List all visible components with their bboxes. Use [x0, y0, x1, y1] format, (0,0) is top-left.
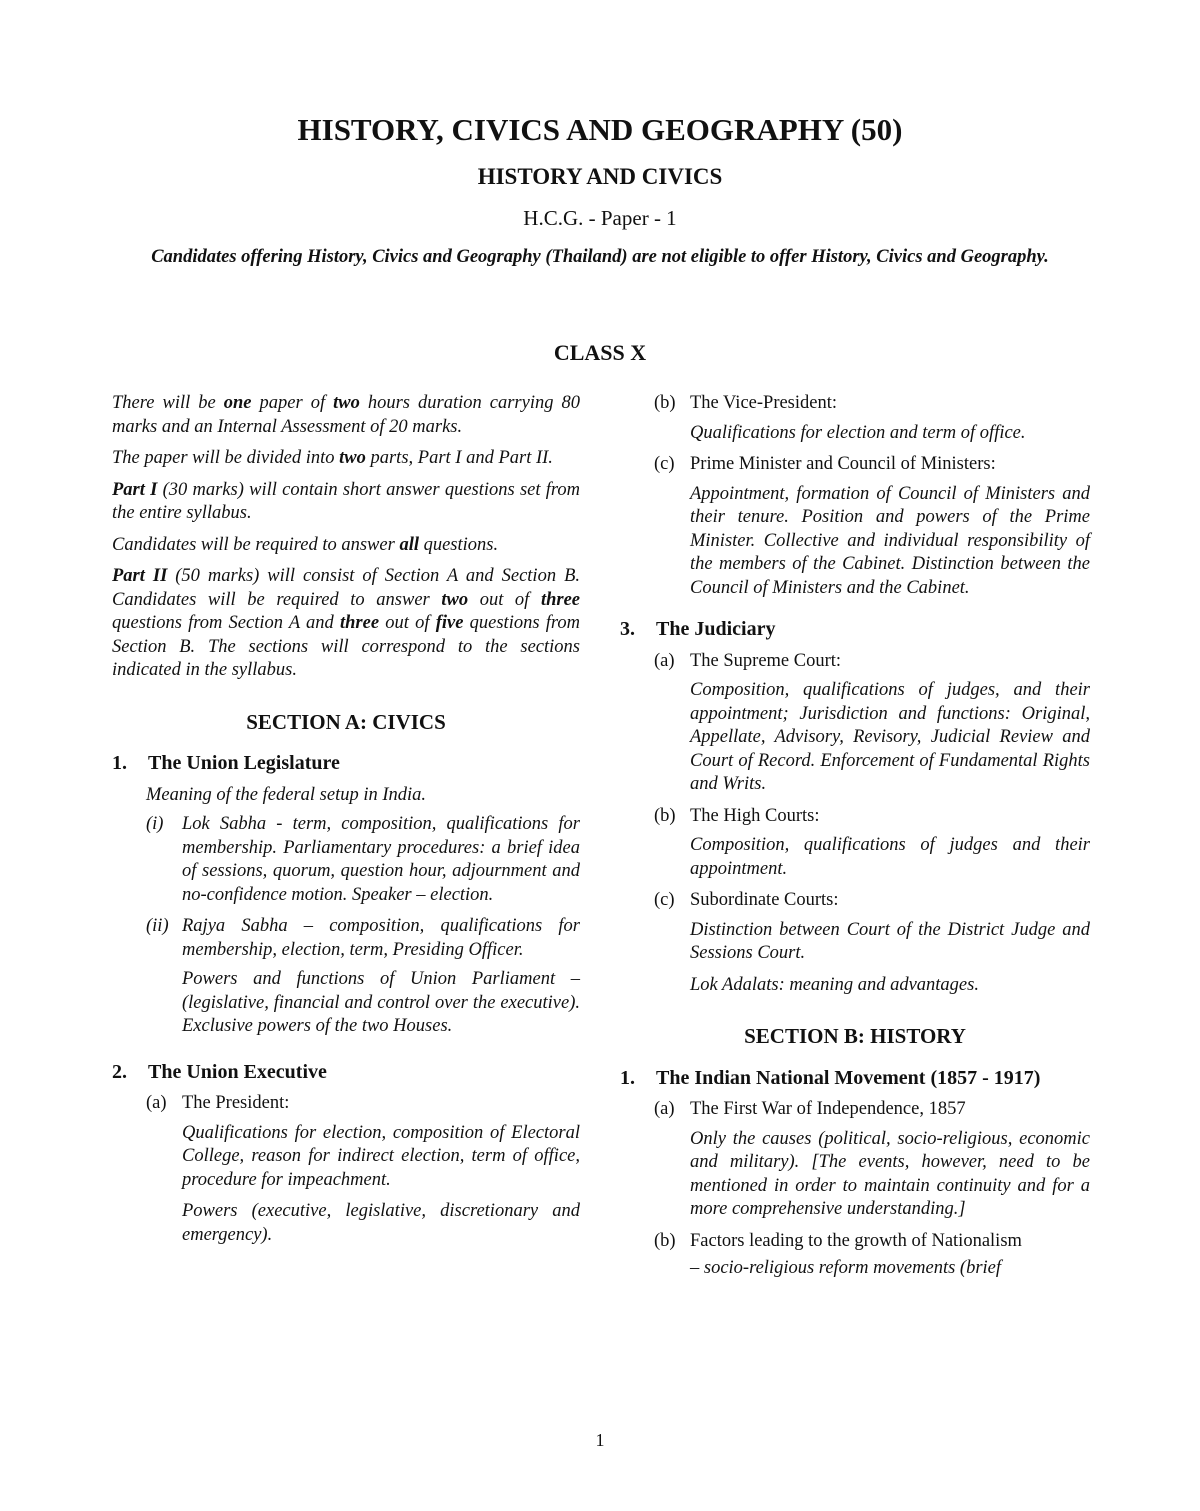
page-number: 1 — [595, 1430, 605, 1450]
list-item: (c) Prime Minister and Council of Ministers: — [654, 454, 996, 474]
paper-label: H.C.G. - Paper - 1 — [523, 206, 677, 230]
list-item: (a) The President: — [146, 1093, 290, 1113]
right-column — [620, 392, 1090, 1287]
topic-body: Qualifications for election, composition of Electoral College, reason for indirect election, term of office, procedure for impeachment. — [182, 1122, 580, 1190]
topic-heading: 1. The Indian National Movement (1857 - 1917) — [620, 1066, 1041, 1089]
topic-heading: 3. The Judiciary — [620, 618, 776, 640]
topic-heading: 1. The Union Legislature — [112, 752, 340, 774]
list-item: (a) The Supreme Court: — [654, 650, 842, 671]
topic-body: Powers and functions of Union Parliament – (legislative, financial and control over the executive). Exclusive powers of the two Houses. — [182, 969, 580, 1036]
instruction-paragraph: Part II (50 marks) will consist of Section A and Section B. Candidates will be required to answer two out of three questions from Section A and three out of five questions from Section B. The sections will correspond to the sections indicated in the syllabus. — [112, 566, 580, 680]
instruction-paragraph: Candidates will be required to answer all questions. — [112, 534, 499, 555]
eligibility-note: Candidates offering History, Civics and Geography (Thailand) are not eligible to offer History, Civics and Geography. — [151, 247, 1049, 267]
topic-body: – socio-religious reform movements (brief — [690, 1258, 1002, 1278]
section-b-heading: SECTION B: HISTORY — [744, 1024, 966, 1048]
list-item: (b) The Vice-President: — [654, 393, 838, 413]
instruction-paragraph: There will be one paper of two hours duration carrying 80 marks and an Internal Assessment of 20 marks. — [112, 393, 580, 437]
instruction-paragraph: The paper will be divided into two parts, Part I and Part II. — [112, 448, 553, 468]
page-subtitle: HISTORY AND CIVICS — [477, 164, 723, 189]
topic-body: Composition, qualifications of judges and their appointment. — [690, 835, 1090, 879]
list-item: (c) Subordinate Courts: — [654, 890, 839, 910]
page-title: HISTORY, CIVICS AND GEOGRAPHY (50) — [297, 112, 903, 147]
class-heading: CLASS X — [553, 340, 647, 365]
topic-body: Distinction between Court of the District Judge and Sessions Court. — [690, 919, 1090, 963]
list-item: (b) Factors leading to the growth of Nationalism — [654, 1230, 1022, 1251]
list-item: (ii) Rajya Sabha – composition, qualifications for membership, election, term, Presiding Officer. — [146, 916, 580, 960]
topic-body: Powers (executive, legislative, discretionary and emergency). — [182, 1201, 580, 1245]
section-a-heading: SECTION A: CIVICS — [246, 709, 446, 734]
list-item: (a) The First War of Independence, 1857 — [654, 1099, 966, 1119]
topic-body: Qualifications for election and term of office. — [690, 422, 1026, 443]
list-item: (b) The High Courts: — [654, 805, 820, 826]
instruction-paragraph: Part I (30 marks) will contain short answer questions set from the entire syllabus. — [112, 479, 581, 523]
topic-body: Only the causes (political, socio-religious, economic and military). [The events, however, need to be mentioned in order to maintain continuity and for a more comprehensive understanding.] — [690, 1128, 1090, 1219]
topic-heading: 2. The Union Executive — [112, 1060, 327, 1083]
list-item: (i) Lok Sabha - term, composition, qualifications for membership. Parliamentary procedures: a brief idea of sessions, quorum, question hour, adjournment and no-confidence motion. Speaker – election. — [146, 814, 580, 905]
topic-lead: Meaning of the federal setup in India. — [146, 784, 427, 805]
topic-body: Appointment, formation of Council of Ministers and their tenure. Position and powers of the Prime Minister. Collective and individual responsibility of the members of the Cabinet. Distinction between the Council of Ministers and the Cabinet. — [690, 483, 1090, 598]
topic-body: Composition, qualifications of judges, and their appointment; Jurisdiction and functions: Original, Appellate, Advisory, Revisory, Judicial Review and Court of Record. Enforcement of Fundamental Rights and Writs. — [690, 680, 1090, 794]
exam-instructions — [112, 392, 580, 683]
topic-body: Lok Adalats: meaning and advantages. — [690, 974, 979, 995]
left-column — [112, 392, 580, 1253]
